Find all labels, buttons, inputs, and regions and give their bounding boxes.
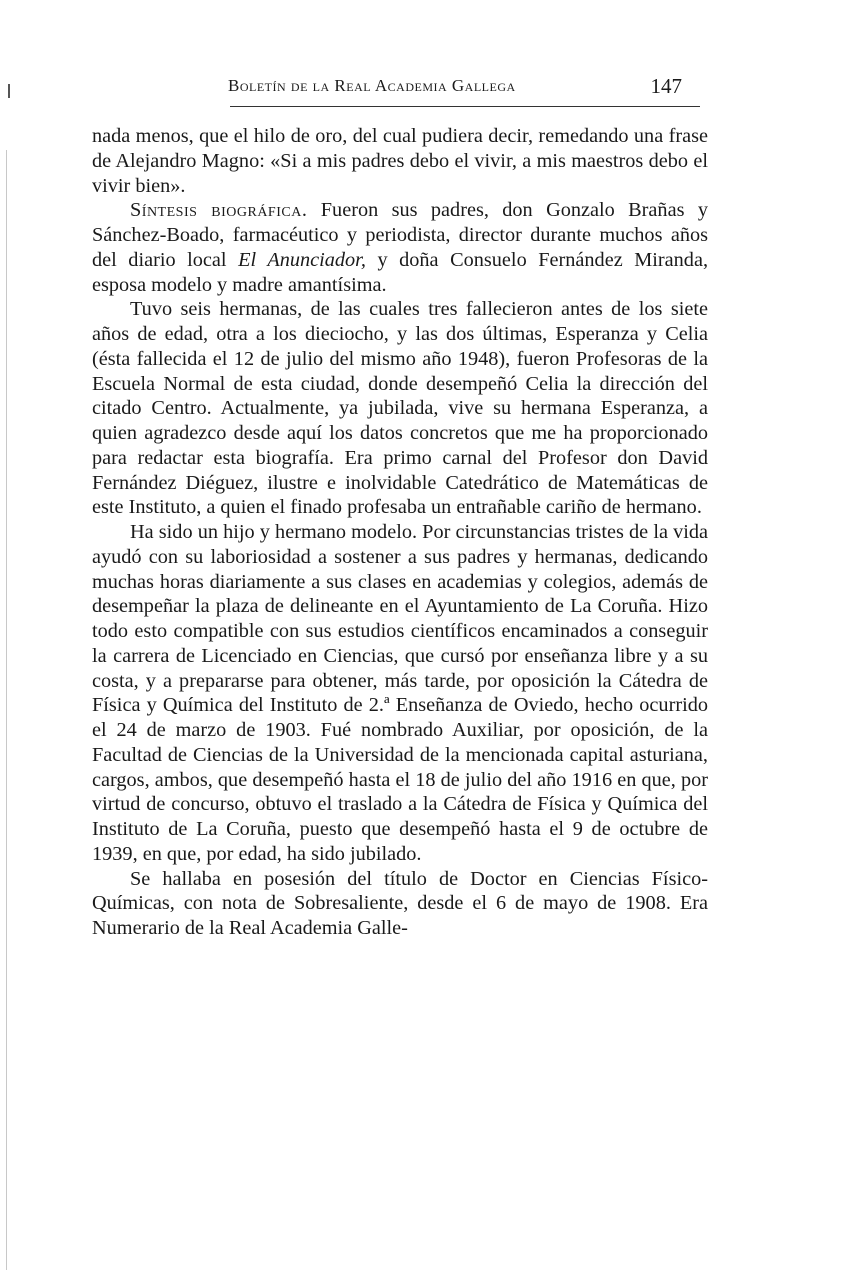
section-heading: Síntesis biográfica. bbox=[130, 199, 308, 222]
paragraph-text: y doña Consuelo Fernández Miranda, esposa modelo y madre amantísima. bbox=[92, 248, 709, 296]
paragraph-sisters: Tuvo seis hermanas, de las cuales tres fallecieron antes de los siete años de edad, otra a los dieciocho, y las dos últimas, Esperanza y Celia (ésta fallecida el 12 de julio del mismo año 1948), fueron Profesoras de la Escuela Normal de esta ciudad, donde desempeñó Celia la dirección del citado Centro. Actualmente, ya jubilada, vive su hermana Esperanza, a quien agradezco desde aquí los datos concretos que me ha proporcionado para redactar esta biografía. Era primo carnal del Profesor don David Fernández Diéguez, ilustre e inolvidable Catedrático de Matemáticas de este Instituto, a quien el finado profesaba un entrañable cariño de hermano. bbox=[92, 298, 708, 519]
running-header bbox=[95, 72, 710, 104]
paragraph-biographical-synthesis bbox=[92, 198, 708, 297]
paragraph-career: Ha sido un hijo y hermano modelo. Por circunstancias tristes de la vida ayudó con su laboriosidad a sostener a sus padres y hermanas, dedicando muchas horas diariamente a sus clases en academias y colegios, además de desempeñar la plaza de delineante en el Ayuntamiento de La Coruña. Hizo todo esto compatible con sus estudios científicos encaminados a conseguir la carrera de Licenciado en Ciencias, que cursó por enseñanza libre y a su costa, y a prepararse para obtener, más tarde, por oposición la Cátedra de Física y Química del Instituto de 2.ª Enseñanza de Oviedo, hecho ocurrido el 24 de marzo de 1903. Fué nombrado Auxiliar, por oposición, de la Facultad de Ciencias de la Universidad de la mencionada capital asturiana, cargos, ambos, que desempeñó hasta el 18 de julio del año 1916 en que, por virtud de concurso, obtuvo el traslado a la Cátedra de Física y Química del Instituto de La Coruña, puesto que desempeñó hasta el 9 de octubre de 1939, en que, por edad, ha sido jubilado. bbox=[92, 521, 708, 865]
binding-edge bbox=[6, 150, 7, 1270]
paragraph-text: Fueron sus padres, don Gonzalo Brañas y Sánchez-Boado, farmacéutico y periodista, director durante muchos años del diario local bbox=[92, 199, 708, 271]
page-number: 147 bbox=[650, 74, 682, 98]
journal-title: Boletín de la Real Academia Gallega bbox=[228, 76, 516, 95]
body-text bbox=[92, 124, 708, 941]
paragraph-doctorate: Se hallaba en posesión del título de Doctor en Ciencias Físico-Químicas, con nota de Sobresaliente, desde el 6 de mayo de 1908. Era Numerario de la Real Academia Galle- bbox=[92, 867, 708, 939]
newspaper-title: El Anunciador, bbox=[238, 248, 366, 271]
paragraph-continuation: nada menos, que el hilo de oro, del cual pudiera decir, remedando una frase de Alejandro Magno: «Si a mis padres debo el vivir, a mis maestros debo el vivir bien». bbox=[92, 125, 708, 197]
margin-tick bbox=[8, 84, 10, 98]
header-rule bbox=[230, 106, 700, 107]
